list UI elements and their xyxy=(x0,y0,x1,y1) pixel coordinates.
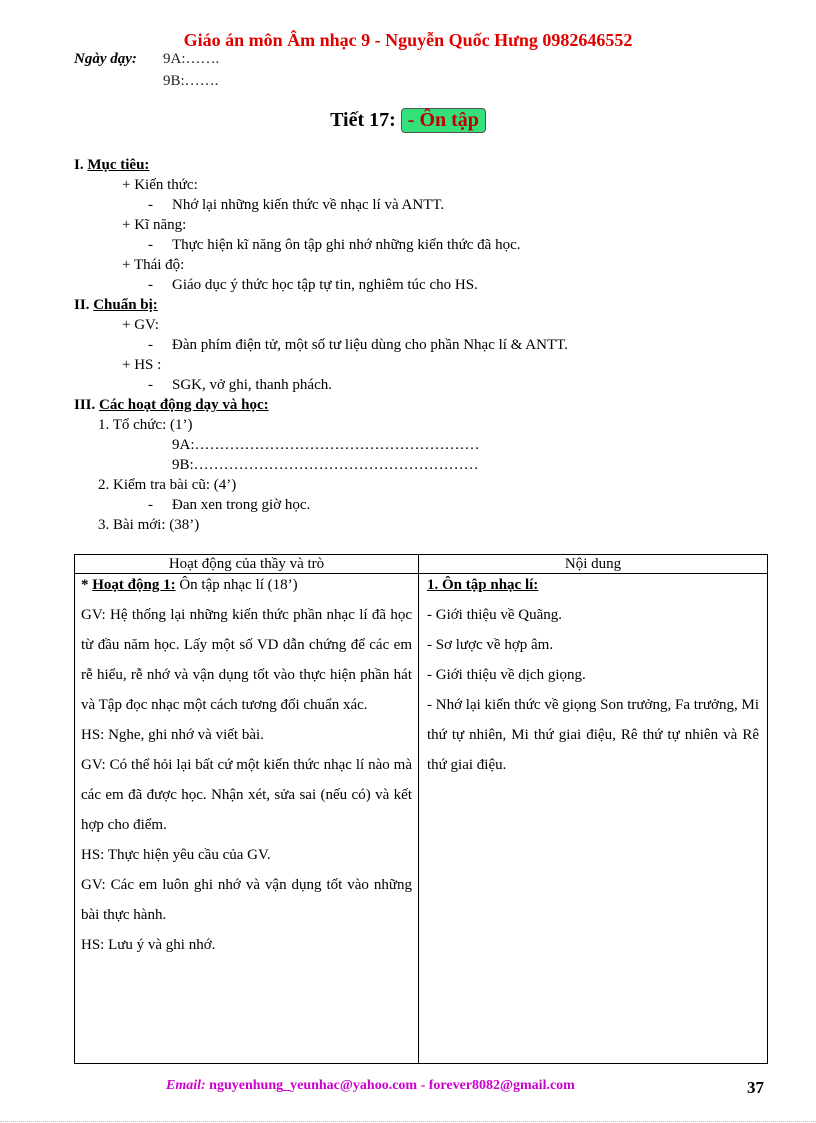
activity-heading: * Hoạt động 1: Ôn tập nhạc lí (18’) xyxy=(81,577,298,593)
activities-cell xyxy=(75,574,419,1064)
lesson-name-badge: - Ôn tập xyxy=(401,108,486,133)
section-3-heading: III. Các hoạt động dạy và học: xyxy=(74,397,269,413)
to-chuc-line: 1. Tổ chức: (1’) xyxy=(98,417,193,433)
table-header-activities: Hoạt động của thầy và trò xyxy=(75,555,419,574)
section-1-heading: I. Mục tiêu: xyxy=(74,157,150,173)
content-title: 1. Ôn tập nhạc lí: xyxy=(427,577,539,593)
activity-paragraph: HS: Lưu ý và ghi nhớ. xyxy=(81,937,216,953)
thai-do-label: + Thái độ: xyxy=(122,257,185,273)
footer-email: Email: nguyenhung_yeunhac@yahoo.com - forever8082@gmail.com xyxy=(166,1078,575,1093)
hs-item: - SGK, vở ghi, thanh phách. xyxy=(148,377,332,393)
content-item: - Giới thiệu về dịch giọng. xyxy=(427,667,586,683)
class-9b-date: 9B:……. xyxy=(163,73,219,89)
section-2-heading: II. Chuẩn bị: xyxy=(74,297,158,313)
lesson-prefix: Tiết 17: xyxy=(330,109,396,131)
kien-thuc-item: - Nhớ lại những kiến thức về nhạc lí và ANTT. xyxy=(148,197,445,213)
activity-paragraph: GV: Có thể hỏi lại bất cứ một kiến thức nhạc lí nào mà các em đã được học. Nhận xét, sửa sai (nếu có) và kết hợp cho điểm. xyxy=(81,757,412,833)
content-item: - Sơ lược về hợp âm. xyxy=(427,637,554,653)
activity-paragraph: HS: Thực hiện yêu cầu của GV. xyxy=(81,847,271,863)
ki-nang-label: + Kĩ năng: xyxy=(122,217,187,233)
lesson-title xyxy=(0,108,816,133)
gv-label: + GV: xyxy=(122,317,159,333)
content-item: - Giới thiệu về Quãng. xyxy=(427,607,562,623)
activity-paragraph: HS: Nghe, ghi nhớ và viết bài. xyxy=(81,727,264,743)
bai-moi-line: 3. Bài mới: (38’) xyxy=(98,517,200,533)
gv-item: - Đàn phím điện tử, một số tư liệu dùng cho phần Nhạc lí & ANTT. xyxy=(148,337,568,353)
page-separator xyxy=(0,1121,816,1122)
to-chuc-9b: 9B:………………………………………………… xyxy=(172,457,479,473)
document-header: Giáo án môn Âm nhạc 9 - Nguyễn Quốc Hưng 0982646552 xyxy=(183,30,633,50)
kien-thuc-label: + Kiến thức: xyxy=(122,177,198,193)
lesson-table xyxy=(74,554,768,1064)
kiem-tra-item: - Đan xen trong giờ học. xyxy=(148,497,311,513)
to-chuc-9a: 9A:………………………………………………… xyxy=(172,437,480,453)
class-9a-date: 9A:……. xyxy=(163,51,220,67)
page-number: 37 xyxy=(747,1078,764,1097)
table-header-content: Nội dung xyxy=(419,555,768,574)
activity-paragraph: GV: Hệ thống lại những kiến thức phần nhạc lí đã học từ đầu năm học. Lấy một số VD dẫn chứng để các em rễ hiểu, rễ nhớ và vận dụng tốt vào thực hiện phần hát và Tập đọc nhạc một cách tương đối chuẩn xác. xyxy=(81,607,412,713)
thai-do-item: - Giáo dục ý thức học tập tự tin, nghiêm túc cho HS. xyxy=(148,277,478,293)
ngay-day-label: Ngày dạy: xyxy=(74,51,137,67)
hs-label: + HS : xyxy=(122,357,162,373)
kiem-tra-line: 2. Kiểm tra bài cũ: (4’) xyxy=(98,477,237,493)
content-item: - Nhớ lại kiến thức về giọng Son trưởng, Fa trưởng, Mi thứ tự nhiên, Mi thứ giai điệu, Rê thứ tự nhiên và Rê thứ giai điệu. xyxy=(427,697,759,773)
activity-paragraph: GV: Các em luôn ghi nhớ và vận dụng tốt vào những bài thực hành. xyxy=(81,877,412,923)
content-cell xyxy=(419,574,768,1064)
ki-nang-item: - Thực hiện kĩ năng ôn tập ghi nhớ những kiến thức đã học. xyxy=(148,237,521,253)
